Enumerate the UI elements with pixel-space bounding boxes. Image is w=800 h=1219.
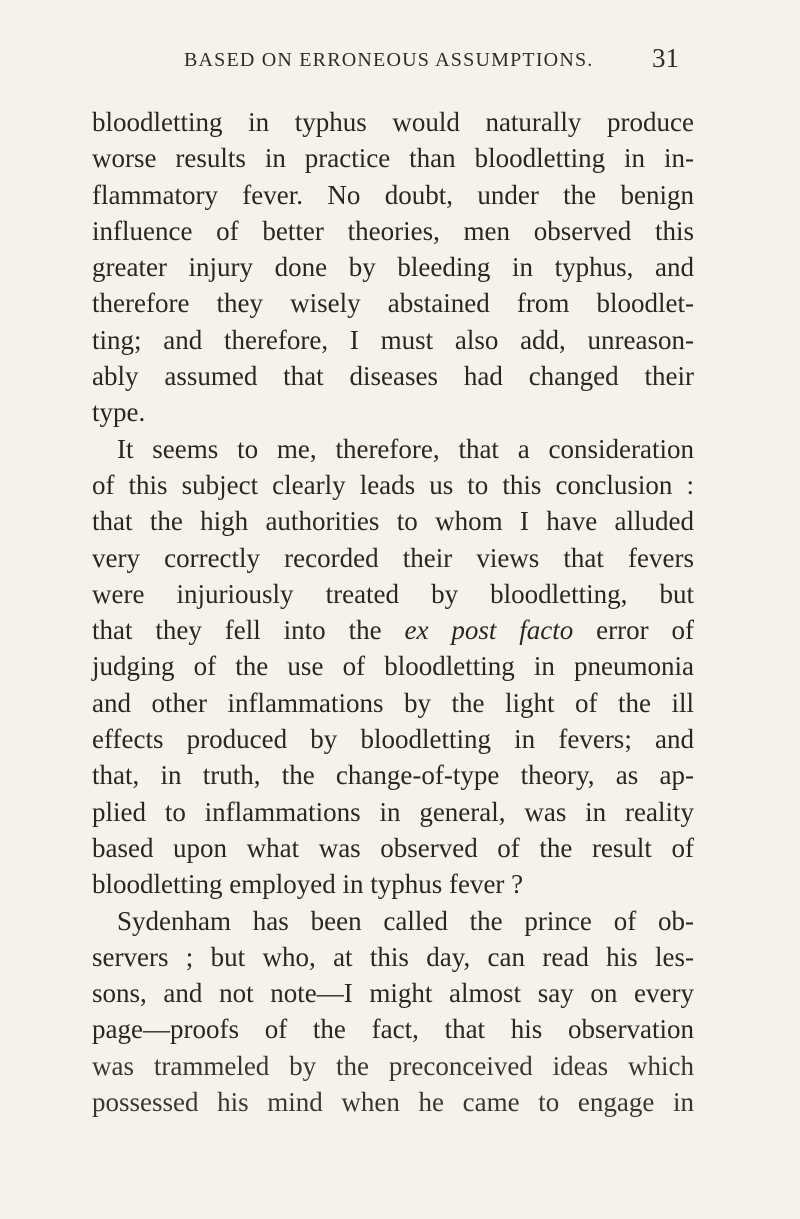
text-line: ably assumed that diseases had changed their [92, 361, 694, 392]
text-line: judging of the use of bloodletting in pneumonia [92, 651, 694, 682]
text-line: of this subject clearly leads us to this conclusion : [92, 469, 694, 500]
text-line: worse results in practice than bloodletting in in- [92, 143, 694, 174]
text-line: plied to inflammations in general, was in reality [92, 796, 694, 827]
text-line: flammatory fever. No doubt, under the benign [92, 179, 694, 210]
text-line: bloodletting in typhus would naturally produce [92, 107, 694, 137]
italic-phrase: ex post facto [404, 615, 574, 646]
text-line: and other inflammations by the light of the ill [92, 687, 694, 718]
text-line: very correctly recorded their views that fevers [92, 542, 694, 573]
text-line: page—proofs of the fact, that his observation [92, 1014, 694, 1045]
text-line: was trammeled by the preconceived ideas which [92, 1050, 694, 1081]
text-line-with-italic [92, 612, 694, 648]
text-line: greater injury done by bleeding in typhus, and [92, 252, 694, 283]
text-segment: error of [596, 615, 695, 646]
text-line: therefore they wisely abstained from bloodlet- [92, 288, 694, 319]
text-line: influence of better theories, men observed this [92, 215, 694, 246]
text-line: that the high authorities to whom I have alluded [92, 506, 694, 537]
text-line: type. [92, 397, 146, 428]
text-line: possessed his mind when he came to engage in [92, 1087, 694, 1118]
text-line: ting; and therefore, I must also add, unreason- [92, 324, 694, 355]
text-line: based upon what was observed of the result of [92, 832, 694, 863]
text-line: sons, and not note—I might almost say on every [92, 978, 694, 1009]
text-line: that, in truth, the change-of-type theory, as ap- [92, 760, 694, 791]
body-text [92, 104, 694, 1120]
page-number: 31 [652, 43, 679, 73]
running-header [184, 43, 684, 73]
text-line: servers ; but who, at this day, can read his les- [92, 941, 694, 972]
paragraph-start-line: It seems to me, therefore, that a consideration [117, 433, 694, 464]
running-title: BASED ON ERRONEOUS ASSUMPTIONS. [184, 49, 594, 71]
text-line: bloodletting employed in typhus fever ? [92, 869, 524, 900]
text-line: were injuriously treated by bloodletting, but [92, 578, 694, 609]
text-segment: that they fell into the [92, 615, 382, 646]
paragraph-start-line: Sydenham has been called the prince of ob- [117, 905, 694, 936]
text-line: effects produced by bloodletting in fevers; and [92, 724, 694, 755]
